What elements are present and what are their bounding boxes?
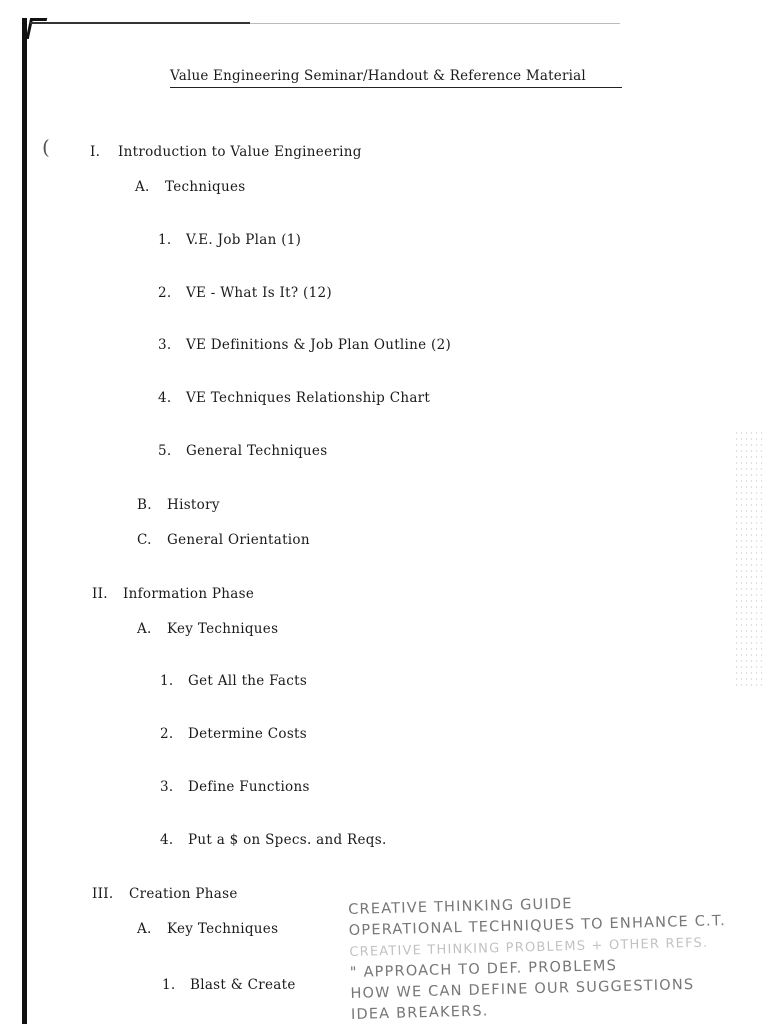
handwritten-line: CREATIVE THINKING GUIDE bbox=[348, 896, 573, 918]
item-label: VE - What Is It? (12) bbox=[186, 285, 332, 301]
item-label: Blast & Create bbox=[190, 977, 296, 993]
section-label: Introduction to Value Engineering bbox=[118, 144, 362, 160]
item-label: Get All the Facts bbox=[188, 673, 308, 689]
list-item bbox=[158, 390, 430, 406]
item-number: 1. bbox=[160, 673, 174, 689]
list-item bbox=[158, 232, 301, 248]
item-label: Determine Costs bbox=[188, 726, 308, 742]
item-label: V.E. Job Plan (1) bbox=[186, 232, 302, 248]
section-numeral: III. bbox=[92, 886, 114, 902]
subsection-label: Key Techniques bbox=[167, 921, 279, 937]
page-title: Value Engineering Seminar/Handout & Reference Material bbox=[170, 68, 622, 88]
subsection-heading bbox=[137, 621, 278, 637]
handwritten-line: " APPROACH TO DEF. PROBLEMS bbox=[349, 957, 618, 981]
subsection-heading bbox=[137, 921, 278, 937]
list-item bbox=[158, 285, 332, 301]
item-number: 2. bbox=[158, 285, 172, 301]
handwritten-line: HOW WE CAN DEFINE OUR SUGGESTIONS bbox=[350, 976, 695, 1002]
subsection-label: General Orientation bbox=[167, 532, 310, 548]
subsection-label: Techniques bbox=[165, 179, 246, 195]
item-number: 5. bbox=[158, 443, 172, 459]
scan-top-rule bbox=[30, 22, 250, 24]
item-number: 3. bbox=[160, 779, 174, 795]
scan-top-rule-faint bbox=[250, 23, 620, 24]
section-heading bbox=[92, 586, 254, 602]
handwritten-line: IDEA BREAKERS. bbox=[350, 1003, 489, 1023]
list-item bbox=[160, 779, 310, 795]
subsection-heading bbox=[137, 532, 310, 548]
item-label: General Techniques bbox=[186, 443, 328, 459]
subsection-label: History bbox=[167, 497, 220, 513]
item-number: 1. bbox=[162, 977, 176, 993]
handwritten-line: CREATIVE THINKING PROBLEMS + OTHER REFS. bbox=[349, 935, 709, 960]
section-label: Creation Phase bbox=[129, 886, 238, 902]
margin-scribble: ( bbox=[42, 135, 50, 159]
item-label: VE Definitions & Job Plan Outline (2) bbox=[186, 337, 452, 353]
subsection-letter: A. bbox=[137, 621, 152, 637]
section-numeral: I. bbox=[90, 144, 101, 160]
item-number: 4. bbox=[158, 390, 172, 406]
handwritten-note bbox=[348, 889, 768, 1026]
subsection-label: Key Techniques bbox=[167, 621, 279, 637]
item-number: 3. bbox=[158, 337, 172, 353]
item-number: 4. bbox=[160, 832, 174, 848]
subsection-heading bbox=[135, 179, 245, 195]
section-heading bbox=[92, 886, 238, 902]
section-numeral: II. bbox=[92, 586, 108, 602]
section-heading bbox=[90, 144, 362, 160]
list-item bbox=[160, 832, 387, 848]
section-label: Information Phase bbox=[123, 586, 255, 602]
subsection-heading bbox=[137, 497, 220, 513]
list-item bbox=[158, 337, 451, 353]
list-item bbox=[160, 673, 307, 689]
subsection-letter: A. bbox=[135, 179, 150, 195]
item-number: 2. bbox=[160, 726, 174, 742]
item-number: 1. bbox=[158, 232, 172, 248]
list-item bbox=[160, 726, 307, 742]
subsection-letter: A. bbox=[137, 921, 152, 937]
scan-speckle bbox=[734, 430, 764, 690]
scan-edge-bar bbox=[22, 18, 27, 1024]
list-item bbox=[162, 977, 296, 993]
item-label: Define Functions bbox=[188, 779, 310, 795]
subsection-letter: B. bbox=[137, 497, 152, 513]
item-label: VE Techniques Relationship Chart bbox=[186, 390, 431, 406]
list-item bbox=[158, 443, 327, 459]
handwritten-line: OPERATIONAL TECHNIQUES TO ENHANCE C.T. bbox=[348, 913, 727, 939]
item-label: Put a $ on Specs. and Reqs. bbox=[188, 832, 387, 848]
subsection-letter: C. bbox=[137, 532, 152, 548]
